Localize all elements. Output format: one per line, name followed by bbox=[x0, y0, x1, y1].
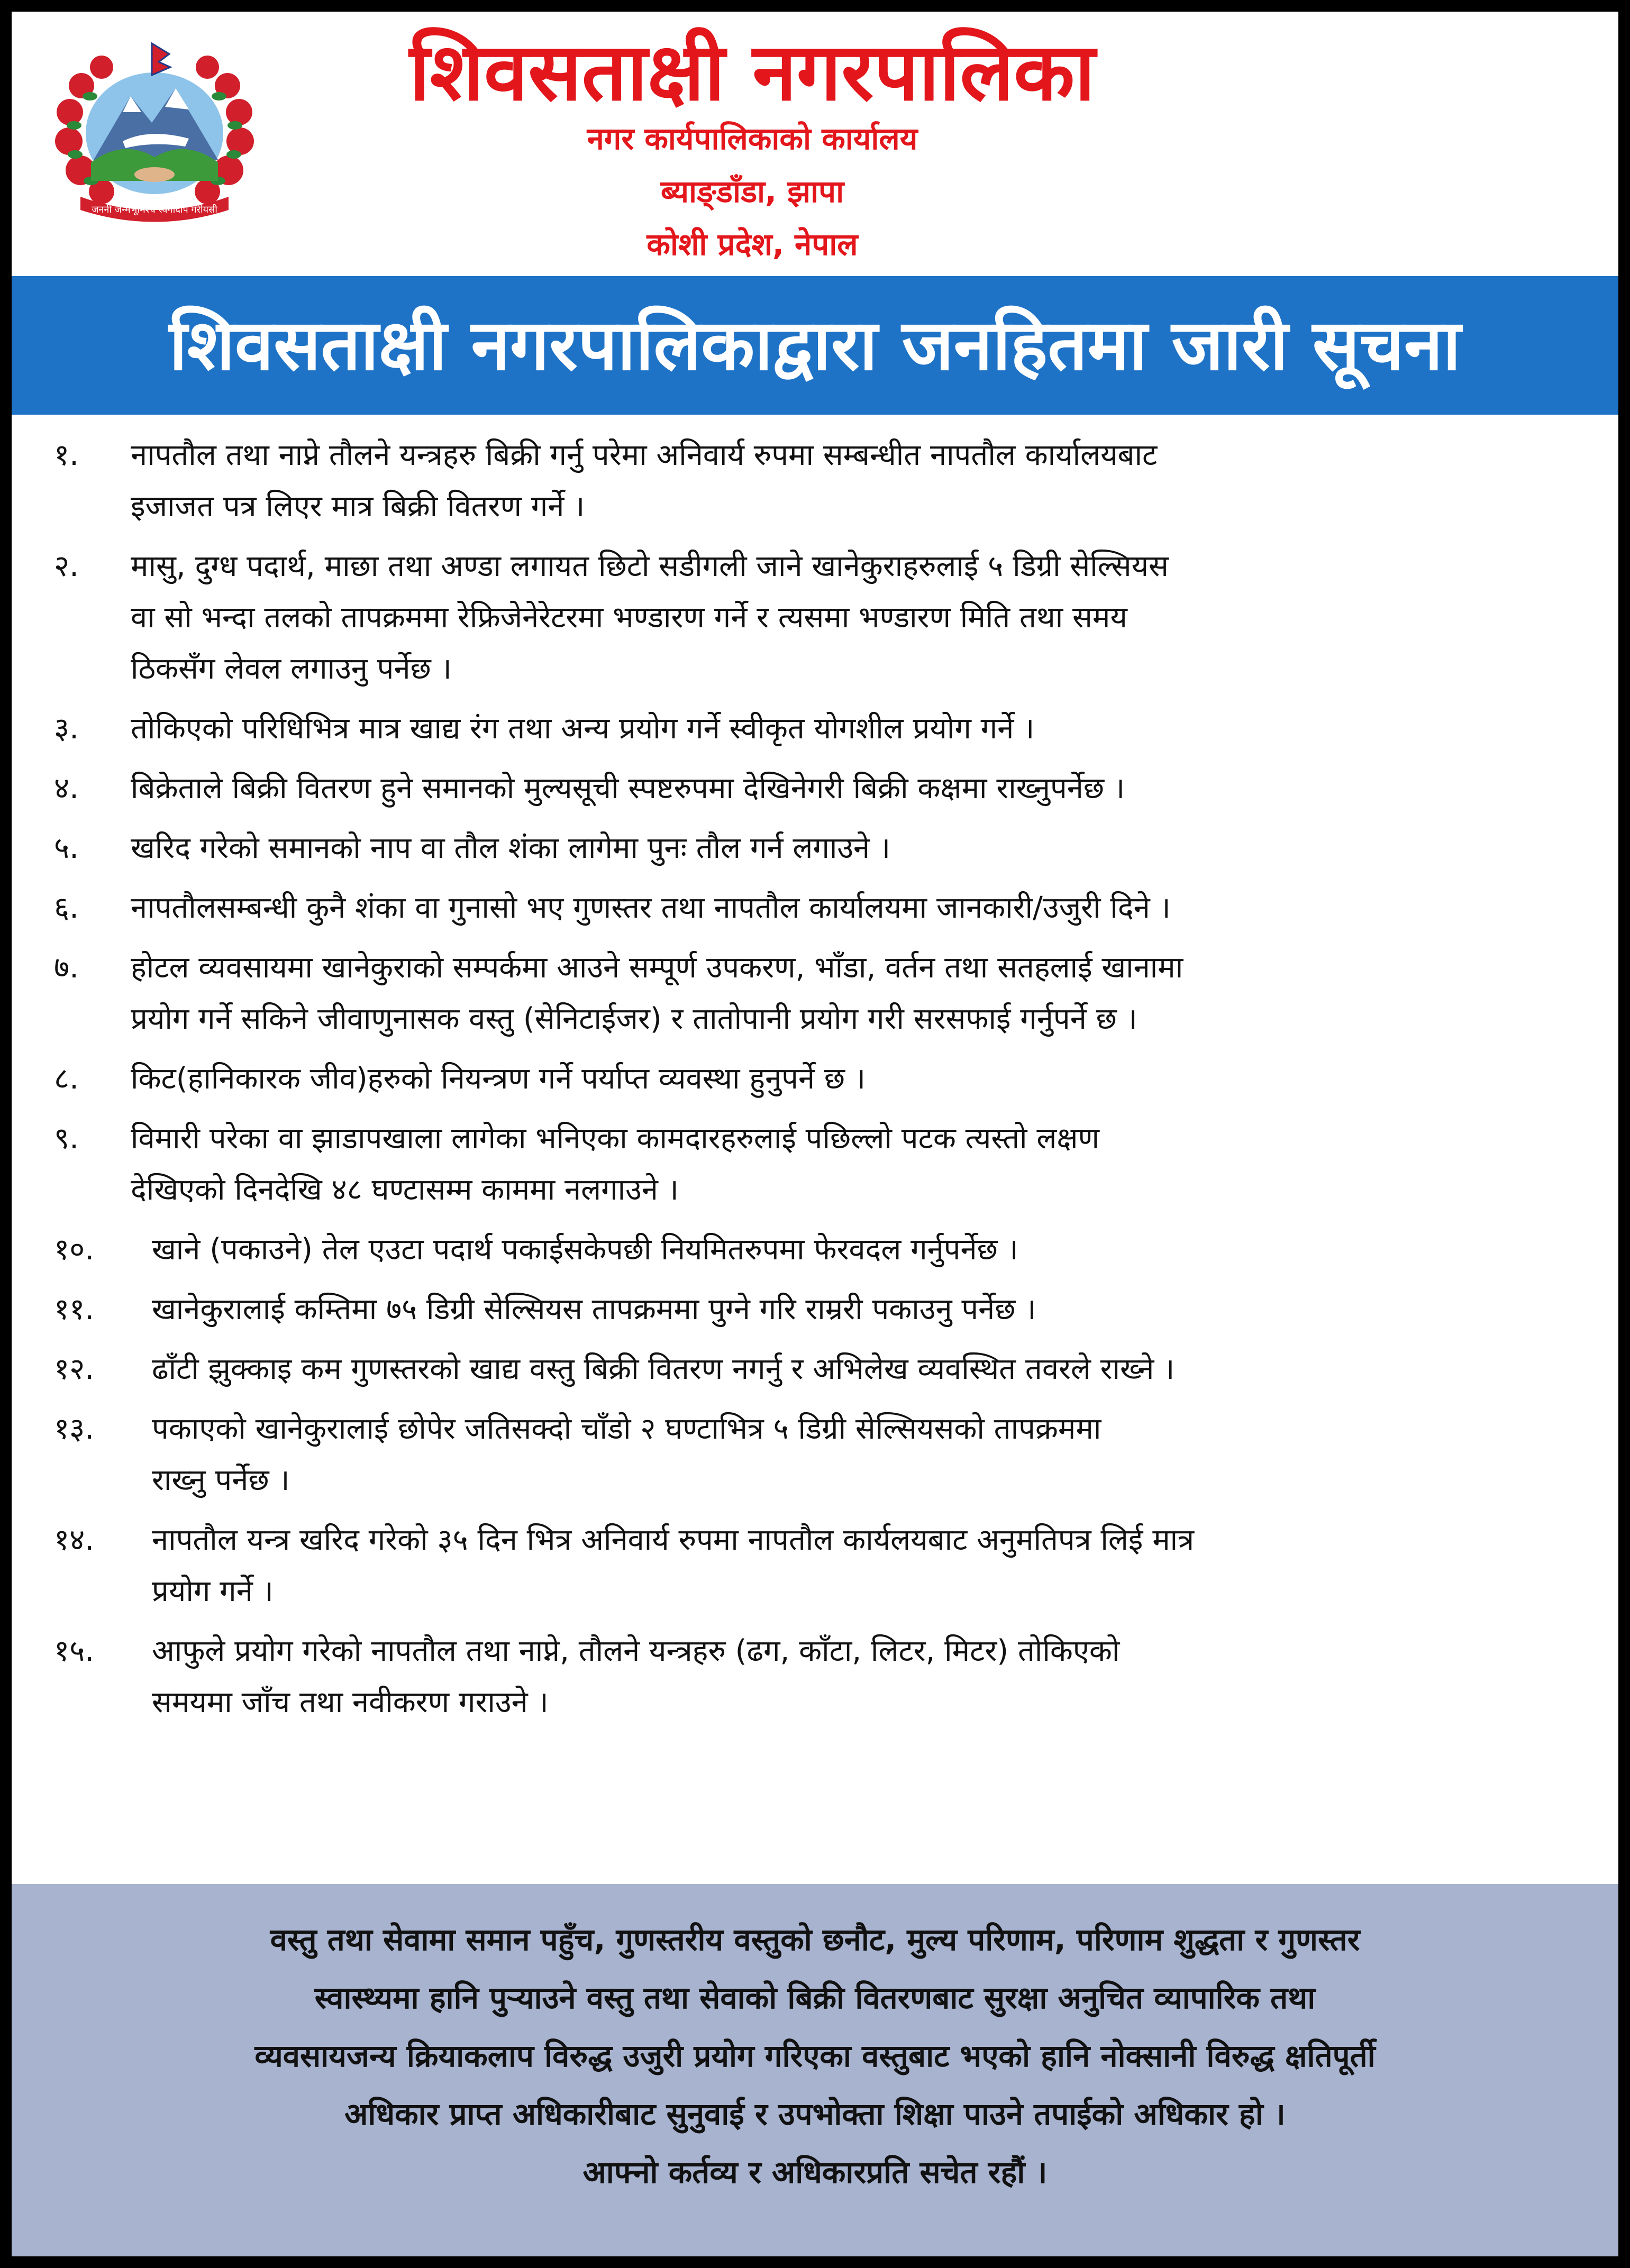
footer-line: व्यवसायजन्य क्रियाकलाप विरुद्ध उजुरी प्रयोग गरिएका वस्तुबाट भएको हानि नोक्सानी विरुद्ध क्षतिपूर्ती bbox=[254, 2038, 1376, 2074]
notice-line: पकाएको खानेकुरालाई छोपेर जतिसक्दो चाँडो २ घण्टाभित्र ५ डिग्री सेल्सियसको तापक्रममा bbox=[152, 1412, 1101, 1446]
notice-text bbox=[131, 942, 1591, 1045]
footer-line: अधिकार प्राप्त अधिकारीबाट सुनुवाई र उपभोक्ता शिक्षा पाउने तपाईको अधिकार हो । bbox=[344, 2096, 1286, 2132]
notice-item bbox=[12, 1053, 1618, 1104]
notice-line: किट(हानिकारक जीव)हरुको नियन्त्रण गर्ने पर्याप्त व्यवस्था हुनुपर्ने छ । bbox=[131, 1062, 866, 1096]
footer-line: वस्तु तथा सेवामा समान पहुँच, गुणस्तरीय वस्तुको छनौट, मुल्य परिणाम, परिणाम शुद्धता र गुणस्तर bbox=[270, 1922, 1360, 1958]
notice-item bbox=[12, 763, 1618, 814]
notice-line: ढाँटी झुक्काइ कम गुणस्तरको खाद्य वस्तु बिक्री वितरण नगर्नु र अभिलेख व्यवस्थित तवरले राख्ने । bbox=[152, 1352, 1175, 1386]
notice-line: आफुले प्रयोग गरेको नापतौल तथा नाप्ने, तौलने यन्त्रहरु (ढग, काँटा, लिटर, मिटर) तोकिएको bbox=[152, 1634, 1120, 1668]
notice-number: ११. bbox=[54, 1292, 95, 1327]
notice-number: ८. bbox=[54, 1062, 79, 1096]
notice-line: ठिकसँग लेवल लगाउनु पर्नेछ । bbox=[131, 652, 452, 686]
notice-text bbox=[152, 1625, 1591, 1728]
notice-item bbox=[12, 1343, 1618, 1395]
banner-title: शिवसताक्षी नगरपालिकाद्वारा जनहितमा जारी सूचना bbox=[169, 305, 1461, 386]
notice-line: इजाजत पत्र लिएर मात्र बिक्री वितरण गर्ने । bbox=[131, 489, 585, 524]
notice-line: बिक्रेताले बिक्री वितरण हुने समानको मुल्यसूची स्पष्टरुपमा देखिनेगरी बिक्री कक्षमा राख्नुपर्नेछ । bbox=[131, 771, 1125, 806]
notice-line: तोकिएको परिधिभित्र मात्र खाद्य रंग तथा अन्य प्रयोग गर्ने स्वीकृत योगशील प्रयोग गर्ने । bbox=[131, 711, 1035, 746]
notice-line: नापतौलसम्बन्धी कुनै शंका वा गुनासो भए गुणस्तर तथा नापतौल कार्यालयमा जानकारी/उजुरी दिने । bbox=[131, 891, 1171, 925]
notice-text bbox=[152, 1343, 1591, 1395]
footer-box bbox=[12, 1884, 1618, 2256]
notice-number: ९. bbox=[54, 1121, 79, 1156]
notice-item bbox=[12, 1224, 1618, 1275]
emblem-motto: जननी जन्मभूमिश्च स्वर्गादपि गरीयसी bbox=[92, 204, 217, 215]
notice-line: प्रयोग गर्ने । bbox=[152, 1574, 274, 1608]
notice-number: १२. bbox=[54, 1352, 95, 1386]
notice-number: ४. bbox=[54, 771, 79, 806]
notice-line: राख्नु पर्नेछ । bbox=[152, 1463, 290, 1497]
notice-banner bbox=[12, 276, 1618, 415]
notice-line: मासु, दुग्ध पदार्थ, माछा तथा अण्डा लगायत छिटो सडीगली जाने खानेकुराहरुलाई ५ डिग्री सेल्सियस bbox=[131, 549, 1169, 583]
notice-line: वा सो भन्दा तलको तापक्रममा रेफ्रिजेनेरेटरमा भण्डारण गर्ने र त्यसमा भण्डारण मिति तथा समय bbox=[131, 600, 1127, 635]
notice-text bbox=[131, 541, 1591, 694]
notice-item bbox=[12, 1113, 1618, 1215]
notice-item bbox=[12, 1514, 1618, 1617]
notice-line: होटल व्यवसायमा खानेकुराको सम्पर्कमा आउने सम्पूर्ण उपकरण, भाँडा, वर्तन तथा सतहलाई खानामा bbox=[131, 950, 1183, 985]
notice-text bbox=[152, 1224, 1591, 1275]
header bbox=[12, 12, 1618, 276]
notice-line: खरिद गरेको समानको नाप वा तौल शंका लागेमा पुनः तौल गर्न लगाउने । bbox=[131, 831, 891, 865]
notice-text bbox=[131, 429, 1591, 532]
notice-number: १०. bbox=[54, 1232, 95, 1267]
notice-text bbox=[131, 822, 1591, 874]
notice-text bbox=[131, 703, 1591, 754]
notice-text bbox=[152, 1403, 1591, 1506]
municipality-title: शिवसताक्षी नगरपालिका bbox=[409, 26, 1096, 118]
notice-line: समयमा जाँच तथा नवीकरण गराउने । bbox=[152, 1685, 549, 1720]
notice-number: १५. bbox=[54, 1634, 95, 1668]
notice-item bbox=[12, 1625, 1618, 1728]
notice-number: ६. bbox=[54, 891, 79, 925]
footer-line: आफ्नो कर्तव्य र अधिकारप्रति सचेत रहौं । bbox=[582, 2154, 1048, 2190]
notice-item bbox=[12, 541, 1618, 694]
notice-line: विमारी परेका वा झाडापखाला लागेका भनिएका कामदारहरुलाई पछिल्लो पटक त्यस्तो लक्षण bbox=[131, 1121, 1099, 1156]
notice-item bbox=[12, 882, 1618, 934]
notice-number: ३. bbox=[54, 711, 79, 746]
notice-text bbox=[131, 763, 1591, 814]
notice-item bbox=[12, 703, 1618, 754]
notice-item bbox=[12, 822, 1618, 874]
notice-number: २. bbox=[54, 549, 79, 583]
notice-line: देखिएको दिनदेखि ४८ घण्टासम्म काममा नलगाउने । bbox=[131, 1173, 679, 1207]
notice-number: १. bbox=[54, 438, 79, 472]
notice-line: खाने (पकाउने) तेल एउटा पदार्थ पकाईसकेपछी नियमितरुपमा फेरवदल गर्नुपर्नेछ । bbox=[152, 1232, 1018, 1267]
notice-text bbox=[152, 1514, 1591, 1617]
notice-line: नापतौल यन्त्र खरिद गरेको ३५ दिन भित्र अनिवार्य रुपमा नापतौल कार्यलयबाट अनुमतिपत्र लिई मात्र bbox=[152, 1523, 1195, 1557]
footer-line: स्वास्थ्यमा हानि पुऱ्याउने वस्तु तथा सेवाको बिक्री वितरणबाट सुरक्षा अनुचित व्यापारिक तथा bbox=[314, 1980, 1316, 2016]
notice-list bbox=[12, 429, 1618, 1858]
notice-number: १४. bbox=[54, 1523, 95, 1557]
footer-text bbox=[70, 1910, 1560, 2201]
office-name: नगर कार्यपालिकाको कार्यालय bbox=[587, 121, 918, 157]
notice-text bbox=[152, 1284, 1591, 1335]
notice-number: ७. bbox=[54, 950, 79, 985]
notice-line: नापतौल तथा नाप्ने तौलने यन्त्रहरु बिक्री गर्नु परेमा अनिवार्य रुपमा सम्बन्धीत नापतौल कार्यालयबाट bbox=[131, 438, 1158, 472]
notice-text bbox=[131, 1053, 1591, 1104]
notice-line: खानेकुरालाई कम्तिमा ७५ डिग्री सेल्सियस तापक्रममा पुग्ने गरि राम्ररी पकाउनु पर्नेछ । bbox=[152, 1292, 1036, 1327]
notice-page bbox=[12, 12, 1618, 2256]
notice-item bbox=[12, 1403, 1618, 1506]
nepal-emblem-icon bbox=[43, 38, 266, 228]
notice-number: १३. bbox=[54, 1412, 95, 1446]
notice-item bbox=[12, 1284, 1618, 1335]
office-province: कोशी प्रदेश, नेपाल bbox=[646, 226, 858, 262]
notice-text bbox=[131, 882, 1591, 934]
notice-line: प्रयोग गर्ने सकिने जीवाणुनासक वस्तु (सेनिटाईजर) र तातोपानी प्रयोग गरी सरसफाई गर्नुपर्ने छ । bbox=[131, 1002, 1137, 1036]
notice-item bbox=[12, 429, 1618, 532]
notice-text bbox=[131, 1113, 1591, 1215]
notice-item bbox=[12, 942, 1618, 1045]
office-address: ब्याङ्डाँडा, झापा bbox=[660, 173, 844, 209]
notice-number: ५. bbox=[54, 831, 79, 865]
